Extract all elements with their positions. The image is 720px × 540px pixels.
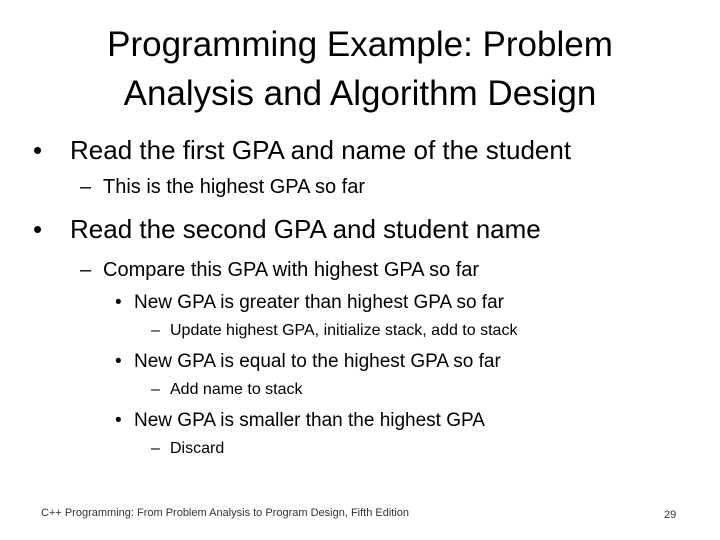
page-number: 29 xyxy=(664,509,677,521)
bullet-text: Read the first GPA and name of the student xyxy=(70,135,572,165)
bullet-marker: • xyxy=(115,351,122,372)
bullet-marker: • xyxy=(33,214,43,244)
sub-bullet-text: Compare this GPA with highest GPA so far xyxy=(103,259,480,281)
bullet-text: Read the second GPA and student name xyxy=(70,214,541,244)
slide-title-line-2: Analysis and Algorithm Design xyxy=(123,74,597,113)
sub-sub-bullet-text: New GPA is equal to the highest GPA so far xyxy=(134,351,501,372)
dash-marker: – xyxy=(80,259,92,281)
sub-bullet-text: This is the highest GPA so far xyxy=(103,176,365,198)
bullet-marker: • xyxy=(115,292,122,313)
bullet-marker: • xyxy=(115,410,122,431)
bullet-marker: • xyxy=(33,135,43,165)
dash-marker: – xyxy=(80,176,92,198)
level4-text: Discard xyxy=(170,440,225,457)
sub-sub-bullet-text: New GPA is greater than highest GPA so far xyxy=(134,292,504,313)
slide-title-line-1: Programming Example: Problem xyxy=(107,25,613,64)
level4-text: Add name to stack xyxy=(170,381,303,398)
dash-marker: – xyxy=(151,440,160,457)
dash-marker: – xyxy=(151,322,160,339)
footer-text: C++ Programming: From Problem Analysis to Program Design, Fifth Edition xyxy=(41,507,410,519)
sub-sub-bullet-text: New GPA is smaller than the highest GPA xyxy=(134,410,485,431)
dash-marker: – xyxy=(151,381,160,398)
level4-text: Update highest GPA, initialize stack, add to stack xyxy=(170,322,518,339)
